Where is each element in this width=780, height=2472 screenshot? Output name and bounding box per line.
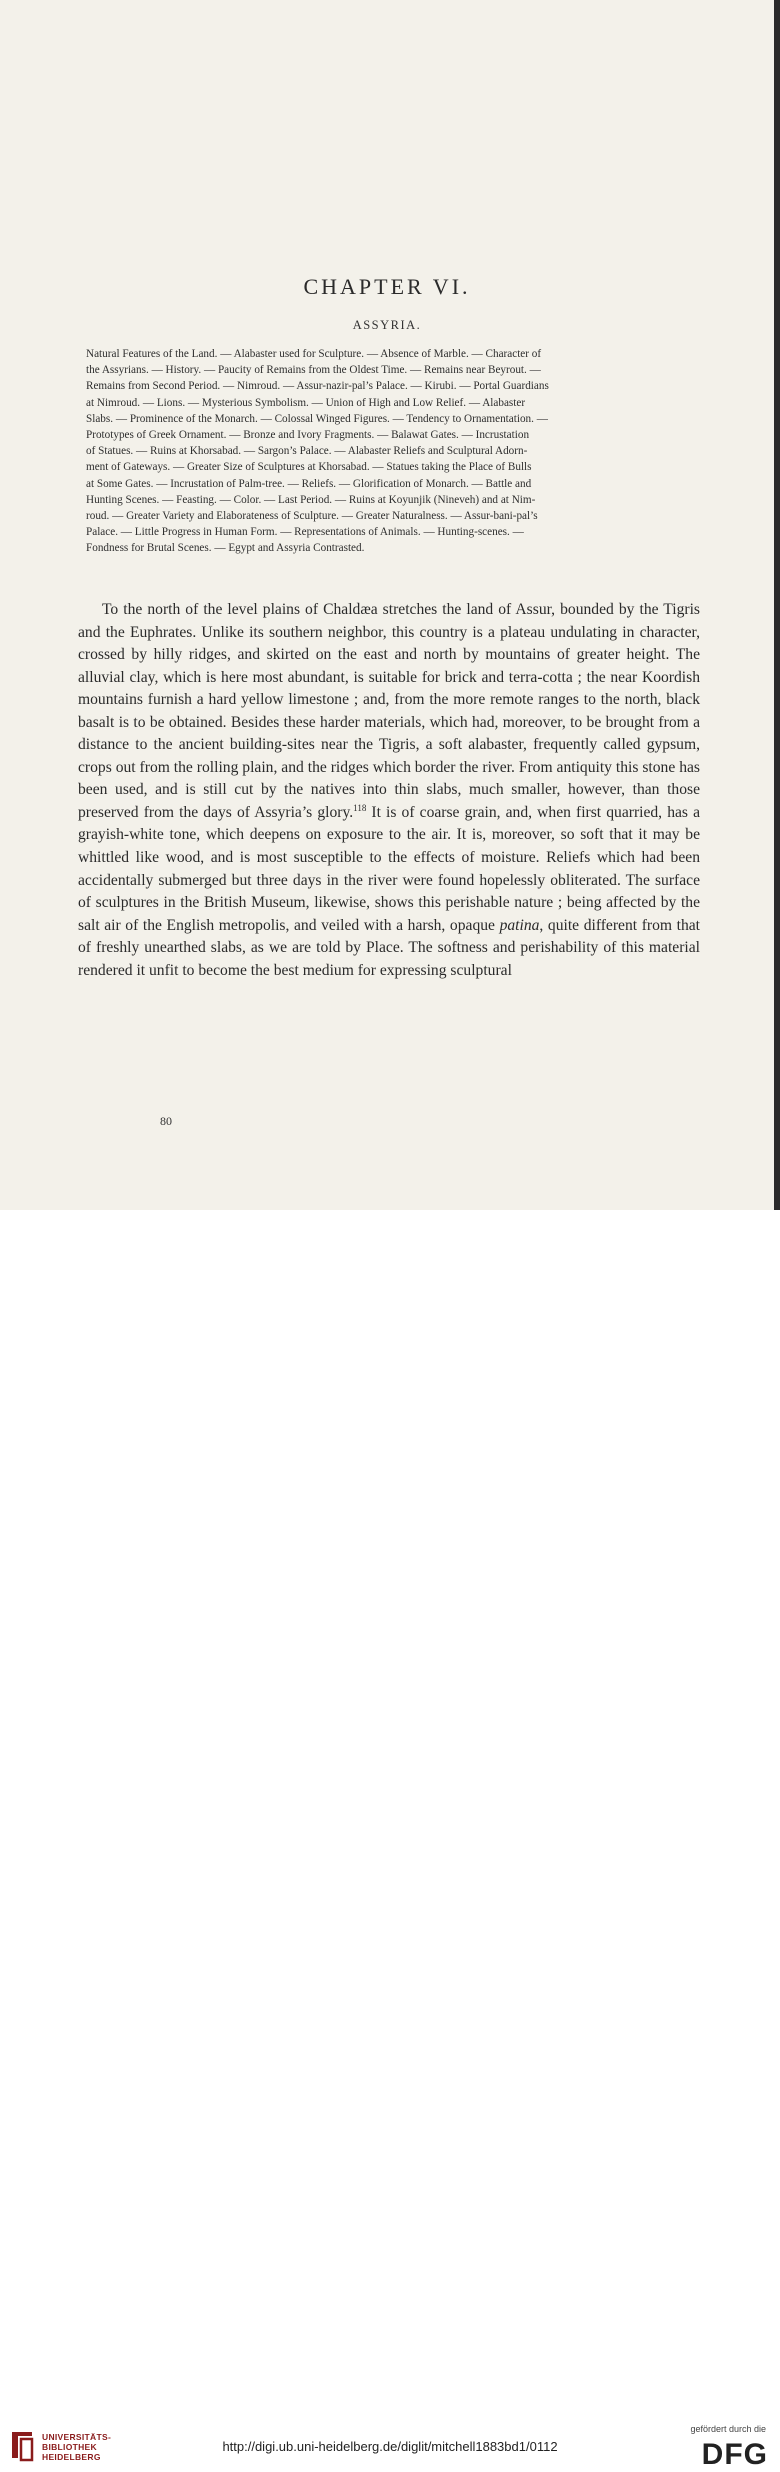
chapter-summary	[86, 346, 692, 557]
library-line: UNIVERSITÄTS-	[42, 2432, 112, 2442]
library-line: HEIDELBERG	[42, 2452, 101, 2462]
italic-term: patina	[499, 916, 540, 934]
summary-line: Natural Features of the Land. — Alabaster used for Sculpture. — Absence of Marble. — Character of	[86, 348, 542, 360]
chapter-subtitle: ASSYRIA.	[352, 318, 422, 332]
library-line: BIBLIOTHEK	[42, 2442, 97, 2452]
summary-line: at Some Gates. — Incrustation of Palm-tree. — Reliefs. — Glorification of Monarch. — Battle and	[86, 477, 532, 490]
chapter-heading: CHAPTER VI.	[303, 274, 471, 299]
summary-line: ment of Gateways. — Greater Size of Sculptures at Khorsabad. — Statues taking the Place of Bulls	[86, 461, 532, 474]
footnote-ref[interactable]: 118	[353, 802, 367, 813]
summary-line: the Assyrians. — History. — Paucity of Remains from the Oldest Time. — Remains near Beyrout. —	[86, 364, 541, 377]
viewer-footer	[0, 1210, 780, 2471]
summary-line: at Nimroud. — Lions. — Mysterious Symbolism. — Union of High and Low Relief. — Alabaster	[86, 396, 526, 409]
page-number: 80	[160, 1114, 172, 1128]
funding-note: gefördert durch die	[690, 2424, 766, 2434]
summary-line: Palace. — Little Progress in Human Form. — Representations of Animals. — Hunting-scenes. —	[86, 526, 524, 539]
summary-line: of Statues. — Ruins at Khorsabad. — Sargon’s Palace. — Alabaster Reliefs and Sculptural Adorn-	[86, 445, 528, 458]
summary-line: Fondness for Brutal Scenes. — Egypt and Assyria Contrasted.	[86, 542, 365, 555]
summary-line: roud. — Greater Variety and Elaborateness of Sculpture. — Greater Naturalness. — Assur-bani-pal’s	[86, 510, 538, 523]
scanned-page	[0, 0, 780, 1210]
source-url-link[interactable]: http://digi.ub.uni-heidelberg.de/diglit/mitchell1883bd1/0112	[222, 2439, 558, 2454]
summary-line: Remains from Second Period. — Nimroud. — Assur-nazir-pal’s Palace. — Kirubi. — Portal Guardians	[86, 380, 549, 393]
body-paragraph	[78, 599, 700, 982]
body-text-part1: To the north of the level plains of Chaldæa stretches the land of Assur, bounded by the Tigris and the Euphrates. Unlike its southern neighbor, this country is a plateau undulating in character, crossed by hilly ridges, and skirted on the east and north by mountains of greater height. The alluvial clay, which is here most abundant, is suitable for brick and terra-cotta ; the near Koordish mountains furnish a hard yellow limestone ; and, from the more remote ranges to the north, black basalt is to be obtained. Besides these harder materials, which had, moreover, to be brought from a distance to the ancient building-sites near the Tigris, a soft alabaster, frequently called gypsum, crops out from the rolling plain, and the ridges which border the river. From antiquity this stone has been used, and is still cut by the natives into thin slabs, much smaller, however, than those preserved from the days of Assyria’s glory.	[78, 601, 700, 821]
summary-line: Prototypes of Greek Ornament. — Bronze and Ivory Fragments. — Balawat Gates. — Incrustation	[86, 429, 530, 442]
body-text-part2: It is of coarse grain, and, when first quarried, has a grayish-white tone, which deepens on exposure to the air. It is, moreover, so soft that it may be whittled like wood, and is most susceptible to the effects of moisture. Reliefs which had been accidentally submerged but three days in the river were found hopelessly obliterated. The surface of sculptures in the British Museum, likewise, shows this perishable nature ; being affected by the salt air of the English metropolis, and veiled with a harsh, opaque	[78, 803, 700, 934]
body-text-part3: , quite different from that of freshly unearthed slabs, as we are told by Place. The softness and perishability of this material rendered it unfit to become the best medium for expressing sculptural	[78, 916, 700, 979]
summary-line: Hunting Scenes. — Feasting. — Color. — Last Period. — Ruins at Koyunjik (Nineveh) and at Nim-	[86, 493, 536, 506]
dfg-logo[interactable]: DFG	[701, 2438, 768, 2471]
summary-line: Slabs. — Prominence of the Monarch. — Colossal Winged Figures. — Tendency to Ornamentation. —	[86, 412, 548, 425]
